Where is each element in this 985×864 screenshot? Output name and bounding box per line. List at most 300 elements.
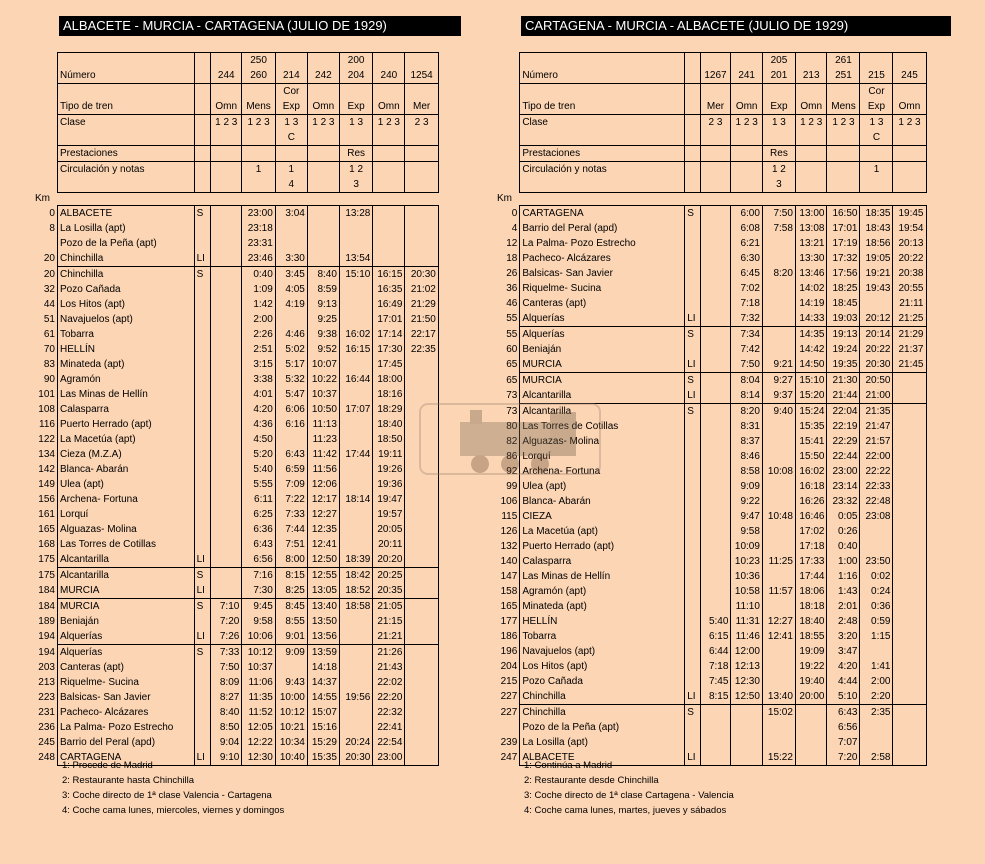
time-cell: 14:18 [307,660,339,675]
time-cell: 19:13 [827,327,860,343]
station-row [495,735,952,750]
header-prestaciones-cell [700,146,731,162]
km-value: 65 [506,359,518,370]
time-cell [893,599,926,614]
note: 4: Coche cama lunes, miercoles, viernes y domingos [62,805,285,816]
time-cell: 2:48 [827,614,860,629]
header-row-numero [495,68,952,84]
stop-code [194,660,211,675]
time-cell: 7:18 [731,296,763,311]
time-cell [339,236,372,251]
time-cell [211,583,242,599]
km-value: 51 [43,314,55,325]
time-cell: 7:09 [275,477,307,492]
time-cell: 7:34 [731,327,763,343]
station-row [495,266,952,281]
time-cell: 0:40 [242,267,275,283]
header-tipo-top-cell [795,84,827,100]
time-cell [700,311,731,327]
time-cell: 18:42 [339,568,372,584]
header-tipo-cell: Mens [827,99,860,115]
km-label-row [33,193,463,206]
station-row [33,522,463,537]
time-cell [275,432,307,447]
header-label [520,130,685,146]
station-row [33,675,463,690]
km-value: 73 [506,390,518,401]
time-cell: 5:40 [242,462,275,477]
station-name: La Losilla (apt) [520,735,685,750]
header-tipo-cell: Mer [700,99,731,115]
header-circulacion-extra-cell [795,177,827,193]
time-cell: 4:50 [242,432,275,447]
time-cell [762,735,795,750]
station-row [495,599,952,614]
time-cell [700,266,731,281]
time-cell [405,477,438,492]
header-circulacion-extra-cell: 3 [339,177,372,193]
stop-code [685,296,700,311]
note: 4: Coche cama lunes, martes, jueves y sábados [524,805,727,816]
spacer-cell [685,193,700,206]
time-cell [700,419,731,434]
time-cell [762,539,795,554]
station-name: Canteras (apt) [57,660,194,675]
schedule-table [495,52,952,766]
time-cell [211,282,242,297]
stop-code: S [194,568,211,584]
time-cell: 5:10 [827,689,860,705]
time-cell: 21:21 [373,629,405,645]
header-row-clase-extra [495,130,952,146]
station-row [495,689,952,705]
time-cell [405,629,438,645]
time-cell [275,221,307,236]
header-tipo-cell: Omn [795,99,827,115]
time-cell [893,464,926,479]
station-row [33,206,463,222]
stop-code [685,644,700,659]
header-prestaciones-cell [307,146,339,162]
header-tipo-top-cell [700,84,731,100]
km-value: 239 [500,737,518,748]
header-clase-cell [685,115,700,131]
time-cell: 7:10 [211,599,242,615]
km-value: 158 [500,586,518,597]
time-cell [762,659,795,674]
time-cell: 11:25 [762,554,795,569]
header-numero-cell: 240 [373,68,405,84]
time-cell: 19:54 [893,221,926,236]
stop-code [194,402,211,417]
time-cell: 1:41 [860,659,893,674]
km-value: 168 [38,539,55,550]
stop-code [194,675,211,690]
station-row [495,464,952,479]
station-name: Las Torres de Cotillas [57,537,194,552]
station-row [495,554,952,569]
header-clase-extra-cell [373,130,405,146]
spacer-cell [242,193,275,206]
header-circulacion-cell: 1 [242,162,275,178]
header-numero-cell: 244 [211,68,242,84]
km-label-row [495,193,952,206]
time-cell: 12:27 [307,507,339,522]
station-row [33,357,463,372]
stop-code [685,524,700,539]
time-cell: 1:09 [242,282,275,297]
km-value: 213 [38,677,55,688]
time-cell: 11:10 [731,599,763,614]
time-cell: 12:50 [307,552,339,568]
header-numero-cell: 214 [275,68,307,84]
time-cell: 4:20 [827,659,860,674]
header-row-circulacion-extra [33,177,463,193]
time-cell: 9:25 [307,312,339,327]
time-cell: 0:36 [860,599,893,614]
header-label: Circulación y notas [57,162,194,178]
header-label [520,84,685,100]
header-tipo-cell: Exp [762,99,795,115]
km-value: 115 [501,511,518,522]
time-cell [731,750,763,766]
spacer-cell [795,193,827,206]
time-cell: 12:41 [762,629,795,644]
km-value: 223 [38,692,55,703]
time-cell: 21:29 [893,327,926,343]
header-row-tipo [495,99,952,115]
time-cell [893,659,926,674]
header-circulacion-cell [795,162,827,178]
station-row [33,297,463,312]
time-cell [860,296,893,311]
timetable-title: CARTAGENA - MURCIA - ALBACETE (JULIO DE 1929) [521,16,951,36]
time-cell: 1:43 [827,584,860,599]
time-cell: 8:37 [731,434,763,449]
km-value: 165 [500,601,518,612]
header-label: Clase [520,115,685,131]
header-prestaciones-cell [860,146,893,162]
time-cell [405,372,438,387]
header-circulacion-cell: 1 [860,162,893,178]
time-cell: 21:15 [373,614,405,629]
time-cell: 9:58 [242,614,275,629]
time-cell: 6:06 [275,402,307,417]
header-numero-cell: 215 [860,68,893,84]
station-name: Calasparra [57,402,194,417]
station-name: HELLÍN [520,614,685,629]
station-row [33,342,463,357]
header-prestaciones-cell [893,146,926,162]
time-cell [339,432,372,447]
station-name: Pacheco- Alcázares [57,705,194,720]
time-cell [211,522,242,537]
time-cell [405,735,438,750]
time-cell: 0:02 [860,569,893,584]
km-cell [33,84,57,100]
time-cell: 13:40 [762,689,795,705]
time-cell [307,251,339,267]
km-cell [33,53,57,69]
time-cell [700,720,731,735]
header-clase-extra-cell [731,130,763,146]
header-label: Circulación y notas [520,162,685,178]
time-cell: 3:04 [275,206,307,222]
header-clase-extra-cell: C [275,130,307,146]
time-cell: 10:12 [275,705,307,720]
station-row [33,645,463,661]
time-cell: 20:24 [339,735,372,750]
time-cell: 15:35 [795,419,827,434]
time-cell: 10:37 [242,660,275,675]
time-cell: 6:11 [242,492,275,507]
time-cell: 8:31 [731,419,763,434]
km-value: 46 [506,298,518,309]
time-cell [893,614,926,629]
station-name: Canteras (apt) [520,296,685,311]
station-name: ALBACETE [57,206,194,222]
stop-code [194,342,211,357]
time-cell: 8:50 [211,720,242,735]
header-circulacion-cell [731,162,763,178]
time-cell [211,342,242,357]
station-row [495,584,952,599]
spacer-cell [731,193,763,206]
stop-code [194,357,211,372]
header-clase-extra-cell [827,130,860,146]
time-cell: 12:55 [307,568,339,584]
time-cell: 16:02 [339,327,372,342]
time-cell [893,539,926,554]
time-cell [700,373,731,389]
header-circulacion-cell: 1 2 [762,162,795,178]
station-row [495,373,952,389]
note: 2: Restaurante desde Chinchilla [524,775,659,786]
station-row [495,644,952,659]
time-cell: 15:16 [307,720,339,735]
time-cell: 23:00 [373,750,405,766]
time-cell [700,434,731,449]
header-numero-top-cell [373,53,405,69]
header-row-clase [33,115,463,131]
time-cell [762,311,795,327]
time-cell [339,387,372,402]
header-numero-cell: 260 [242,68,275,84]
km-value: 73 [506,405,518,417]
station-name: Chinchilla [57,251,194,267]
time-cell [700,357,731,373]
stop-code: LI [194,629,211,645]
header-clase-cell: 2 3 [700,115,731,131]
header-prestaciones-cell [242,146,275,162]
time-cell: 19:05 [860,251,893,266]
header-clase-cell: 2 3 [405,115,438,131]
stop-code: S [194,206,211,222]
station-name: Alcantarilla [520,388,685,404]
time-cell: 20:20 [373,552,405,568]
km-value: 99 [506,481,518,492]
stop-code [194,387,211,402]
time-cell: 7:07 [827,735,860,750]
time-cell [731,720,763,735]
km-value: 0 [49,207,55,219]
time-cell: 7:02 [731,281,763,296]
time-cell: 4:01 [242,387,275,402]
station-row [33,735,463,750]
header-clase-cell: 1 2 3 [827,115,860,131]
time-cell: 20:50 [860,373,893,389]
time-cell: 9:01 [275,629,307,645]
spacer-cell [57,193,194,206]
station-row [495,327,952,343]
km-cell [33,68,57,84]
time-cell [893,373,926,389]
header-row-circulacion-extra [495,177,952,193]
stop-code: S [685,404,700,420]
station-name: Blanca- Abarán [57,462,194,477]
time-cell: 19:45 [893,206,926,222]
station-name: Agramón [57,372,194,387]
station-row [495,494,952,509]
time-cell [700,206,731,222]
time-cell: 4:46 [275,327,307,342]
time-cell: 0:59 [860,614,893,629]
time-cell [700,509,731,524]
stop-code [194,297,211,312]
time-cell: 2:58 [860,750,893,766]
time-cell: 22:20 [373,690,405,705]
station-name: La Losilla (apt) [57,221,194,236]
time-cell [700,494,731,509]
station-row [33,372,463,387]
spacer-cell [762,193,795,206]
km-value: 65 [506,374,518,386]
time-cell: 23:14 [827,479,860,494]
time-cell: 15:07 [307,705,339,720]
km-value: 12 [506,238,518,249]
km-cell [495,115,520,131]
km-value: 108 [38,404,55,415]
time-cell: 8:40 [307,267,339,283]
notes-right [524,758,734,818]
time-cell: 21:47 [860,419,893,434]
station-name: Ulea (apt) [57,477,194,492]
stop-code [194,720,211,735]
time-cell [893,554,926,569]
spacer-cell [339,193,372,206]
header-circulacion-extra-cell [194,177,211,193]
time-cell: 20:22 [860,342,893,357]
header-clase-extra-cell [795,130,827,146]
time-cell: 13:54 [339,251,372,267]
time-cell [339,462,372,477]
time-cell: 22:00 [860,449,893,464]
header-numero-cell: 1254 [405,68,438,84]
time-cell [405,417,438,432]
time-cell: 10:06 [242,629,275,645]
stop-code [685,614,700,629]
time-cell: 12:00 [731,644,763,659]
time-cell [762,281,795,296]
time-cell: 8:00 [275,552,307,568]
time-cell: 17:18 [795,539,827,554]
time-cell: 22:29 [827,434,860,449]
header-numero-cell: 242 [307,68,339,84]
stop-code [685,735,700,750]
time-cell: 18:50 [373,432,405,447]
header-clase-extra-cell: C [860,130,893,146]
time-cell: 21:26 [373,645,405,661]
time-cell [405,599,438,615]
station-row [495,357,952,373]
time-cell: 19:47 [373,492,405,507]
header-label [520,177,685,193]
time-cell: 0:05 [827,509,860,524]
time-cell [339,282,372,297]
time-cell [211,372,242,387]
time-cell: 8:15 [275,568,307,584]
time-cell [339,477,372,492]
time-cell: 22:33 [860,479,893,494]
header-row-numero-top [33,53,463,69]
header-numero-top-cell: 200 [339,53,372,69]
time-cell [405,251,438,267]
time-cell: 19:21 [860,266,893,281]
header-numero-cell: 1267 [700,68,731,84]
header-numero-top-cell [405,53,438,69]
time-cell: 7:33 [275,507,307,522]
time-cell: 18:58 [339,599,372,615]
stop-code [685,599,700,614]
header-clase-extra-cell [893,130,926,146]
header-numero-cell: 201 [762,68,795,84]
time-cell: 16:46 [795,509,827,524]
stop-code [194,614,211,629]
time-cell: 22:04 [827,404,860,420]
stop-code [194,477,211,492]
station-name: Pozo Cañada [57,282,194,297]
time-cell: 18:18 [795,599,827,614]
time-cell: 11:52 [242,705,275,720]
time-cell: 22:35 [405,342,438,357]
station-name: Puerto Herrado (apt) [520,539,685,554]
station-row [33,387,463,402]
time-cell [762,720,795,735]
note: 1: Procede de Madrid [62,760,153,771]
time-cell: 5:55 [242,477,275,492]
time-cell: 18:25 [827,281,860,296]
time-cell: 1:16 [827,569,860,584]
stop-code: LI [194,583,211,599]
time-cell [700,281,731,296]
time-cell: 17:33 [795,554,827,569]
time-cell [405,645,438,661]
header-tipo-top-cell [211,84,242,100]
time-cell [339,507,372,522]
km-value: 0 [511,207,518,219]
station-name: Chinchilla [520,705,685,721]
time-cell: 16:15 [339,342,372,357]
station-row [33,402,463,417]
time-cell: 11:35 [242,690,275,705]
time-cell: 5:47 [275,387,307,402]
time-cell [893,434,926,449]
time-cell [405,462,438,477]
time-cell [893,674,926,689]
time-cell: 16:02 [795,464,827,479]
stop-code [685,509,700,524]
km-value: 149 [38,479,55,490]
